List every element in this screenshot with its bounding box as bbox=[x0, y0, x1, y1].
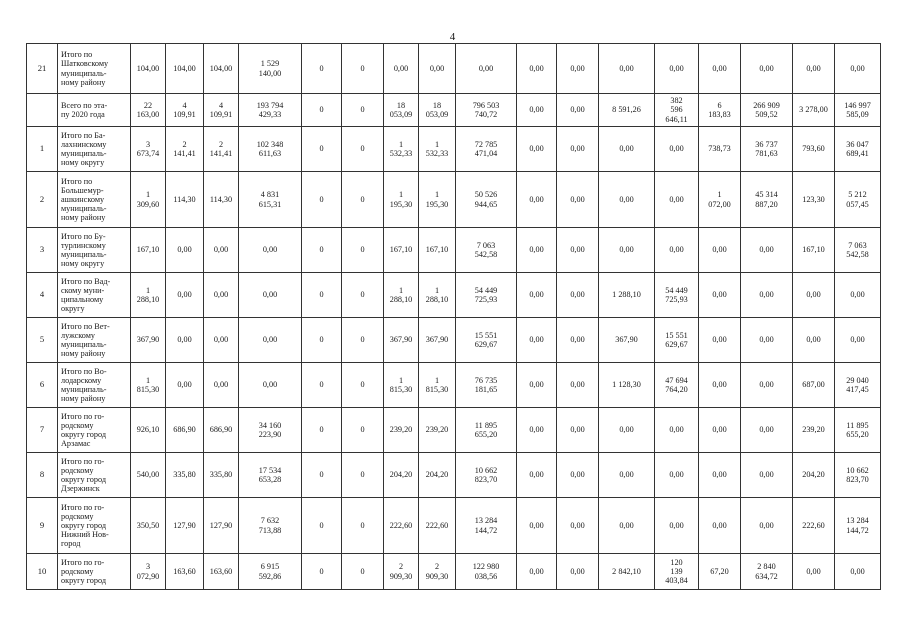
table-cell: 5 212 057,45 bbox=[835, 172, 881, 228]
table-cell: 114,30 bbox=[204, 172, 239, 228]
table-cell: 7 063 542,58 bbox=[456, 228, 517, 273]
table-cell: 36 737 781,63 bbox=[741, 127, 793, 172]
table-cell: 0,00 bbox=[793, 273, 835, 318]
table-cell: 76 735 181,65 bbox=[456, 363, 517, 408]
row-name: Итого по Бу- турлинскому муниципаль- ному округу bbox=[58, 228, 131, 273]
table-cell: 0 bbox=[342, 94, 384, 127]
table-cell: 0,00 bbox=[204, 273, 239, 318]
table-cell: 2 141,41 bbox=[166, 127, 204, 172]
table-cell: 0,00 bbox=[655, 127, 699, 172]
table-cell: 0 bbox=[342, 554, 384, 590]
row-name: Итого по Ба- лахнинскому муниципаль- ному округу bbox=[58, 127, 131, 172]
table-cell: 222,60 bbox=[793, 498, 835, 554]
row-number: 4 bbox=[27, 273, 58, 318]
table-cell: 193 794 429,33 bbox=[239, 94, 302, 127]
table-cell: 926,10 bbox=[131, 408, 166, 453]
table-cell: 0 bbox=[302, 318, 342, 363]
row-number: 1 bbox=[27, 127, 58, 172]
table-cell: 1 288,10 bbox=[419, 273, 456, 318]
table-row bbox=[27, 408, 881, 453]
table-cell: 0,00 bbox=[557, 453, 599, 498]
table-cell: 0,00 bbox=[835, 554, 881, 590]
table-cell: 0,00 bbox=[599, 44, 655, 94]
table-cell: 540,00 bbox=[131, 453, 166, 498]
table-cell: 0,00 bbox=[655, 172, 699, 228]
table-cell: 0,00 bbox=[741, 408, 793, 453]
table-row bbox=[27, 554, 881, 590]
table-cell: 0,00 bbox=[557, 318, 599, 363]
table-cell: 0,00 bbox=[655, 408, 699, 453]
table-cell: 0,00 bbox=[557, 554, 599, 590]
table-cell: 0 bbox=[302, 554, 342, 590]
table-cell: 3 072,90 bbox=[131, 554, 166, 590]
table-cell: 17 534 653,28 bbox=[239, 453, 302, 498]
table-cell: 10 662 823,70 bbox=[456, 453, 517, 498]
table-cell: 0,00 bbox=[557, 127, 599, 172]
table-cell: 0,00 bbox=[204, 363, 239, 408]
table-cell: 0,00 bbox=[166, 273, 204, 318]
table-cell: 0 bbox=[302, 94, 342, 127]
table-cell: 4 109,91 bbox=[204, 94, 239, 127]
table-cell: 122 980 038,56 bbox=[456, 554, 517, 590]
table-cell: 8 591,26 bbox=[599, 94, 655, 127]
table-cell: 0,00 bbox=[699, 228, 741, 273]
table-cell: 0,00 bbox=[699, 44, 741, 94]
table-cell: 796 503 740,72 bbox=[456, 94, 517, 127]
table-cell: 687,00 bbox=[793, 363, 835, 408]
table-cell: 0 bbox=[342, 273, 384, 318]
table-cell: 22 163,00 bbox=[131, 94, 166, 127]
table-cell: 1 532,33 bbox=[384, 127, 419, 172]
table-cell: 0,00 bbox=[517, 127, 557, 172]
table-cell: 29 040 417,45 bbox=[835, 363, 881, 408]
table-cell: 1 128,30 bbox=[599, 363, 655, 408]
table-cell: 1 815,30 bbox=[419, 363, 456, 408]
table-cell: 793,60 bbox=[793, 127, 835, 172]
table-cell: 0 bbox=[302, 273, 342, 318]
table-cell: 0,00 bbox=[699, 318, 741, 363]
table-cell: 0,00 bbox=[166, 318, 204, 363]
table-cell: 0,00 bbox=[655, 453, 699, 498]
table-cell: 239,20 bbox=[793, 408, 835, 453]
table-cell: 335,80 bbox=[166, 453, 204, 498]
table-cell: 0,00 bbox=[517, 408, 557, 453]
table-cell: 163,60 bbox=[166, 554, 204, 590]
table-cell: 0,00 bbox=[456, 44, 517, 94]
table-cell: 13 284 144,72 bbox=[456, 498, 517, 554]
table-cell: 0,00 bbox=[517, 172, 557, 228]
row-name: Итого по Вет- лужскому муниципаль- ному району bbox=[58, 318, 131, 363]
table-cell: 367,90 bbox=[384, 318, 419, 363]
table-cell: 10 662 823,70 bbox=[835, 453, 881, 498]
table-cell: 1 288,10 bbox=[131, 273, 166, 318]
table-cell: 11 895 655,20 bbox=[456, 408, 517, 453]
row-number: 7 bbox=[27, 408, 58, 453]
table-cell: 102 348 611,63 bbox=[239, 127, 302, 172]
table-cell: 104,00 bbox=[166, 44, 204, 94]
table-cell: 0,00 bbox=[166, 228, 204, 273]
table-cell: 1 532,33 bbox=[419, 127, 456, 172]
table-cell: 0,00 bbox=[557, 172, 599, 228]
row-name: Итого по Большемур- ашкинскому муниципаль- ному району bbox=[58, 172, 131, 228]
table-cell: 222,60 bbox=[384, 498, 419, 554]
table-cell: 3 673,74 bbox=[131, 127, 166, 172]
row-name: Всего по эта- пу 2020 года bbox=[58, 94, 131, 127]
table-cell: 1 529 140,00 bbox=[239, 44, 302, 94]
table-cell: 0,00 bbox=[793, 318, 835, 363]
table-cell: 0,00 bbox=[419, 44, 456, 94]
row-name: Итого по Во- лодарскому муниципаль- ному району bbox=[58, 363, 131, 408]
table-cell: 1 195,30 bbox=[419, 172, 456, 228]
table-cell: 120 139 403,84 bbox=[655, 554, 699, 590]
table-row bbox=[27, 127, 881, 172]
table-cell: 0,00 bbox=[239, 228, 302, 273]
table-row bbox=[27, 363, 881, 408]
table-cell: 0,00 bbox=[517, 318, 557, 363]
table-cell: 0,00 bbox=[517, 363, 557, 408]
table-cell: 6 915 592,86 bbox=[239, 554, 302, 590]
table-cell: 0,00 bbox=[793, 44, 835, 94]
table-cell: 0,00 bbox=[741, 228, 793, 273]
row-name: Итого по Шатковскому муниципаль- ному району bbox=[58, 44, 131, 94]
table-cell: 350,50 bbox=[131, 498, 166, 554]
table-cell: 7 063 542,58 bbox=[835, 228, 881, 273]
table-cell: 0 bbox=[342, 363, 384, 408]
table-cell: 7 632 713,88 bbox=[239, 498, 302, 554]
table-cell: 0,00 bbox=[517, 453, 557, 498]
table-cell: 1 815,30 bbox=[131, 363, 166, 408]
table-cell: 0,00 bbox=[557, 94, 599, 127]
table-cell: 4 831 615,31 bbox=[239, 172, 302, 228]
table-cell: 0 bbox=[342, 127, 384, 172]
table-cell: 239,20 bbox=[384, 408, 419, 453]
table-cell: 54 449 725,93 bbox=[456, 273, 517, 318]
table-cell: 2 909,30 bbox=[419, 554, 456, 590]
table-cell: 367,90 bbox=[599, 318, 655, 363]
table-cell: 0,00 bbox=[557, 44, 599, 94]
table-cell: 0,00 bbox=[557, 273, 599, 318]
table-row bbox=[27, 228, 881, 273]
table-row bbox=[27, 94, 881, 127]
table-cell: 123,30 bbox=[793, 172, 835, 228]
table-cell: 0,00 bbox=[204, 228, 239, 273]
table-cell: 4 109,91 bbox=[166, 94, 204, 127]
table-cell: 0,00 bbox=[599, 172, 655, 228]
table-cell: 0 bbox=[302, 172, 342, 228]
row-name: Итого по го- родскому округу город Дзержинск bbox=[58, 453, 131, 498]
row-number: 21 bbox=[27, 44, 58, 94]
table-cell: 0,00 bbox=[239, 318, 302, 363]
row-name: Итого по го- родскому округу город bbox=[58, 554, 131, 590]
table-cell: 0,00 bbox=[699, 408, 741, 453]
table-cell: 0,00 bbox=[741, 363, 793, 408]
table-cell: 0,00 bbox=[599, 408, 655, 453]
table-cell: 0,00 bbox=[599, 498, 655, 554]
table-cell: 0,00 bbox=[599, 127, 655, 172]
table-cell: 738,73 bbox=[699, 127, 741, 172]
table-cell: 1 815,30 bbox=[384, 363, 419, 408]
table-cell: 0,00 bbox=[699, 453, 741, 498]
table-cell: 0 bbox=[302, 408, 342, 453]
row-number: 8 bbox=[27, 453, 58, 498]
row-number bbox=[27, 94, 58, 127]
table-cell: 45 314 887,20 bbox=[741, 172, 793, 228]
table-cell: 167,10 bbox=[131, 228, 166, 273]
table-cell: 0 bbox=[302, 363, 342, 408]
table-cell: 2 842,10 bbox=[599, 554, 655, 590]
table-cell: 0 bbox=[302, 498, 342, 554]
table-cell: 0,00 bbox=[517, 228, 557, 273]
table-cell: 686,90 bbox=[204, 408, 239, 453]
table-cell: 0,00 bbox=[239, 273, 302, 318]
table-cell: 0,00 bbox=[741, 498, 793, 554]
table-cell: 0,00 bbox=[599, 228, 655, 273]
row-number: 10 bbox=[27, 554, 58, 590]
table-cell: 335,80 bbox=[204, 453, 239, 498]
table-cell: 114,30 bbox=[166, 172, 204, 228]
table-cell: 15 551 629,67 bbox=[456, 318, 517, 363]
table-cell: 163,60 bbox=[204, 554, 239, 590]
table-cell: 54 449 725,93 bbox=[655, 273, 699, 318]
table-cell: 0 bbox=[342, 228, 384, 273]
table-cell: 146 997 585,09 bbox=[835, 94, 881, 127]
table-cell: 0,00 bbox=[699, 363, 741, 408]
table-cell: 127,90 bbox=[166, 498, 204, 554]
data-table bbox=[26, 43, 881, 590]
table-cell: 204,20 bbox=[419, 453, 456, 498]
table-cell: 204,20 bbox=[793, 453, 835, 498]
table-cell: 0,00 bbox=[599, 453, 655, 498]
table-cell: 382 596 646,11 bbox=[655, 94, 699, 127]
table-cell: 15 551 629,67 bbox=[655, 318, 699, 363]
table-cell: 50 526 944,65 bbox=[456, 172, 517, 228]
table-cell: 0,00 bbox=[835, 273, 881, 318]
table-cell: 167,10 bbox=[384, 228, 419, 273]
table-cell: 13 284 144,72 bbox=[835, 498, 881, 554]
row-number: 5 bbox=[27, 318, 58, 363]
table-cell: 0,00 bbox=[517, 44, 557, 94]
table-row bbox=[27, 44, 881, 94]
table-cell: 104,00 bbox=[204, 44, 239, 94]
table-cell: 127,90 bbox=[204, 498, 239, 554]
table-row bbox=[27, 453, 881, 498]
table-cell: 0,00 bbox=[655, 44, 699, 94]
table-cell: 0,00 bbox=[517, 94, 557, 127]
row-number: 3 bbox=[27, 228, 58, 273]
table-cell: 0,00 bbox=[699, 273, 741, 318]
table-cell: 104,00 bbox=[131, 44, 166, 94]
table-cell: 1 195,30 bbox=[384, 172, 419, 228]
table-row bbox=[27, 318, 881, 363]
table-cell: 6 183,83 bbox=[699, 94, 741, 127]
table-row bbox=[27, 172, 881, 228]
table-cell: 0,00 bbox=[166, 363, 204, 408]
table-row bbox=[27, 498, 881, 554]
table-cell: 18 053,09 bbox=[419, 94, 456, 127]
table-cell: 47 694 764,20 bbox=[655, 363, 699, 408]
table-cell: 0 bbox=[342, 453, 384, 498]
table-cell: 0 bbox=[342, 408, 384, 453]
table-cell: 0,00 bbox=[517, 498, 557, 554]
table-cell: 167,10 bbox=[419, 228, 456, 273]
table-cell: 1 072,00 bbox=[699, 172, 741, 228]
table-cell: 0 bbox=[342, 172, 384, 228]
table-cell: 239,20 bbox=[419, 408, 456, 453]
table-cell: 0,00 bbox=[517, 273, 557, 318]
table-cell: 367,90 bbox=[419, 318, 456, 363]
table-cell: 0,00 bbox=[557, 363, 599, 408]
table-cell: 0,00 bbox=[699, 498, 741, 554]
table-cell: 0,00 bbox=[204, 318, 239, 363]
row-name: Итого по Вад- скому муни- ципальному округу bbox=[58, 273, 131, 318]
table-cell: 0,00 bbox=[835, 318, 881, 363]
row-name: Итого по го- родскому округу город Нижний Нов- город bbox=[58, 498, 131, 554]
row-number: 6 bbox=[27, 363, 58, 408]
table-cell: 167,10 bbox=[793, 228, 835, 273]
table-cell: 0,00 bbox=[741, 273, 793, 318]
table-cell: 0 bbox=[342, 498, 384, 554]
table-cell: 0,00 bbox=[517, 554, 557, 590]
table-cell: 1 288,10 bbox=[599, 273, 655, 318]
table-cell: 0,00 bbox=[557, 408, 599, 453]
table-cell: 2 840 634,72 bbox=[741, 554, 793, 590]
table-cell: 18 053,09 bbox=[384, 94, 419, 127]
table-cell: 0 bbox=[342, 318, 384, 363]
table-cell: 0,00 bbox=[557, 498, 599, 554]
table-cell: 0,00 bbox=[741, 453, 793, 498]
table-cell: 1 309,60 bbox=[131, 172, 166, 228]
table-row bbox=[27, 273, 881, 318]
table-cell: 72 785 471,04 bbox=[456, 127, 517, 172]
table-cell: 0,00 bbox=[655, 228, 699, 273]
table-cell: 1 288,10 bbox=[384, 273, 419, 318]
table-cell: 0,00 bbox=[793, 554, 835, 590]
table-cell: 367,90 bbox=[131, 318, 166, 363]
table-cell: 0 bbox=[302, 127, 342, 172]
table-cell: 0 bbox=[302, 44, 342, 94]
table-cell: 0 bbox=[302, 228, 342, 273]
table-cell: 36 047 689,41 bbox=[835, 127, 881, 172]
table-cell: 0,00 bbox=[655, 498, 699, 554]
table-cell: 11 895 655,20 bbox=[835, 408, 881, 453]
table-cell: 2 141,41 bbox=[204, 127, 239, 172]
table-cell: 0,00 bbox=[557, 228, 599, 273]
table-cell: 2 909,30 bbox=[384, 554, 419, 590]
row-name: Итого по го- родскому округу город Арзамас bbox=[58, 408, 131, 453]
table-cell: 0,00 bbox=[835, 44, 881, 94]
table-cell: 3 278,00 bbox=[793, 94, 835, 127]
table-cell: 204,20 bbox=[384, 453, 419, 498]
table-cell: 222,60 bbox=[419, 498, 456, 554]
table-cell: 34 160 223,90 bbox=[239, 408, 302, 453]
table-cell: 67,20 bbox=[699, 554, 741, 590]
table-cell: 686,90 bbox=[166, 408, 204, 453]
table-cell: 0,00 bbox=[741, 44, 793, 94]
table-cell: 266 909 509,52 bbox=[741, 94, 793, 127]
table-cell: 0,00 bbox=[239, 363, 302, 408]
table-cell: 0,00 bbox=[741, 318, 793, 363]
row-number: 9 bbox=[27, 498, 58, 554]
page-number: 4 bbox=[449, 31, 456, 43]
table-cell: 0,00 bbox=[384, 44, 419, 94]
table-cell: 0 bbox=[342, 44, 384, 94]
row-number: 2 bbox=[27, 172, 58, 228]
table-cell: 0 bbox=[302, 453, 342, 498]
